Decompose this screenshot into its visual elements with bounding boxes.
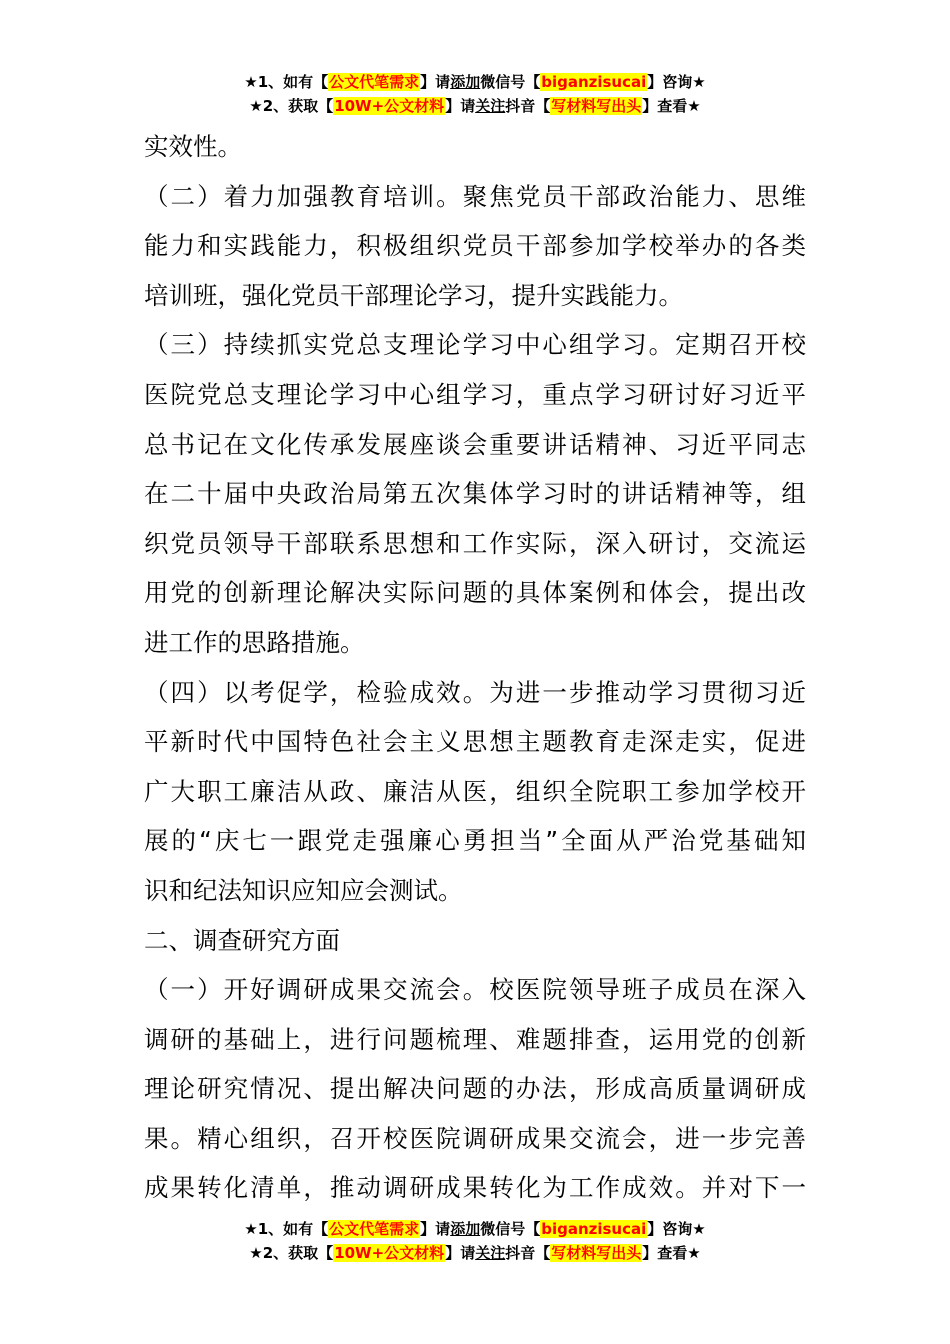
body-line: 理论研究情况、提出解决问题的办法，形成高质量调研成: [144, 1074, 806, 1104]
body-line: （二）着力加强教育培训。聚焦党员干部政治能力、思维: [144, 181, 806, 211]
body-line: 培训班，强化党员干部理论学习，提升实践能力。: [144, 280, 683, 310]
body-line: 果。精心组织，召开校医院调研成果交流会，进一步完善: [144, 1123, 806, 1153]
banner-line-1: [0, 70, 950, 94]
body-line: 成果转化清单，推动调研成果转化为工作成效。并对下一: [144, 1173, 806, 1203]
body-line: （一）开好调研成果交流会。校医院领导班子成员在深入: [144, 975, 806, 1005]
banner-highlight: 10W+公文材料: [334, 97, 445, 115]
banner-underlined: 添加: [450, 1220, 481, 1238]
body-line: 进工作的思路措施。: [144, 627, 365, 657]
body-line: 调研的基础上，进行问题梳理、难题排查，运用党的创新: [144, 1024, 806, 1054]
banner-highlight: 公文代笔需求: [329, 1220, 420, 1238]
banner-text: 抖音【: [505, 1244, 551, 1262]
banner-highlight: 10W+公文材料: [334, 1244, 445, 1262]
body-line: 总书记在文化传承发展座谈会重要讲话精神、习近平同志: [144, 429, 806, 459]
body-line: 识和纪法知识应知应会测试。: [144, 875, 463, 905]
body-line: 广大职工廉洁从政、廉洁从医，组织全院职工参加学校开: [144, 776, 806, 806]
body-line: 平新时代中国特色社会主义思想主题教育走深走实，促进: [144, 727, 806, 757]
banner-text: 】咨询★: [647, 1220, 706, 1238]
banner-underlined: 关注: [475, 97, 506, 115]
banner-highlight: 写材料写出头: [551, 1244, 642, 1262]
body-line: 医院党总支理论学习中心组学习，重点学习研讨好习近平: [144, 379, 806, 409]
document-body: [144, 122, 806, 1213]
body-line: （三）持续抓实党总支理论学习中心组学习。定期召开校: [144, 330, 806, 360]
banner-text: ★2、获取【: [249, 1244, 334, 1262]
banner-underlined: 添加: [450, 73, 481, 91]
banner-highlight: biganzisucai: [541, 73, 647, 91]
banner-text: 微信号【: [480, 1220, 541, 1238]
banner-text: 】请: [420, 73, 451, 91]
section-heading: 二、调查研究方面: [144, 925, 340, 955]
banner-text: ★1、如有【: [244, 1220, 329, 1238]
header-banner: [0, 70, 950, 118]
banner-line-1: [0, 1217, 950, 1241]
banner-text: 】请: [420, 1220, 451, 1238]
banner-text: 】咨询★: [647, 73, 706, 91]
body-line: 能力和实践能力，积极组织党员干部参加学校举办的各类: [144, 231, 806, 261]
banner-text: ★1、如有【: [244, 73, 329, 91]
banner-text: 抖音【: [505, 97, 551, 115]
banner-text: 】查看★: [642, 97, 701, 115]
banner-text: 微信号【: [480, 73, 541, 91]
banner-underlined: 关注: [475, 1244, 506, 1262]
banner-text: 】查看★: [642, 1244, 701, 1262]
body-line: 展的“庆七一跟党走强廉心勇担当”全面从严治党基础知: [144, 826, 806, 856]
body-line: 织党员领导干部联系思想和工作实际，深入研讨，交流运: [144, 528, 806, 558]
banner-highlight: biganzisucai: [541, 1220, 647, 1238]
banner-text: 】请: [445, 1244, 476, 1262]
banner-highlight: 公文代笔需求: [329, 73, 420, 91]
body-line: 在二十届中央政治局第五次集体学习时的讲话精神等，组: [144, 479, 806, 509]
banner-line-2: [0, 1241, 950, 1265]
banner-highlight: 写材料写出头: [551, 97, 642, 115]
body-line: （四）以考促学，检验成效。为进一步推动学习贯彻习近: [144, 677, 806, 707]
footer-banner: [0, 1217, 950, 1265]
banner-line-2: [0, 94, 950, 118]
banner-text: 】请: [445, 97, 476, 115]
body-line: 用党的创新理论解决实际问题的具体案例和体会，提出改: [144, 578, 806, 608]
banner-text: ★2、获取【: [249, 97, 334, 115]
body-line: 实效性。: [144, 132, 242, 161]
